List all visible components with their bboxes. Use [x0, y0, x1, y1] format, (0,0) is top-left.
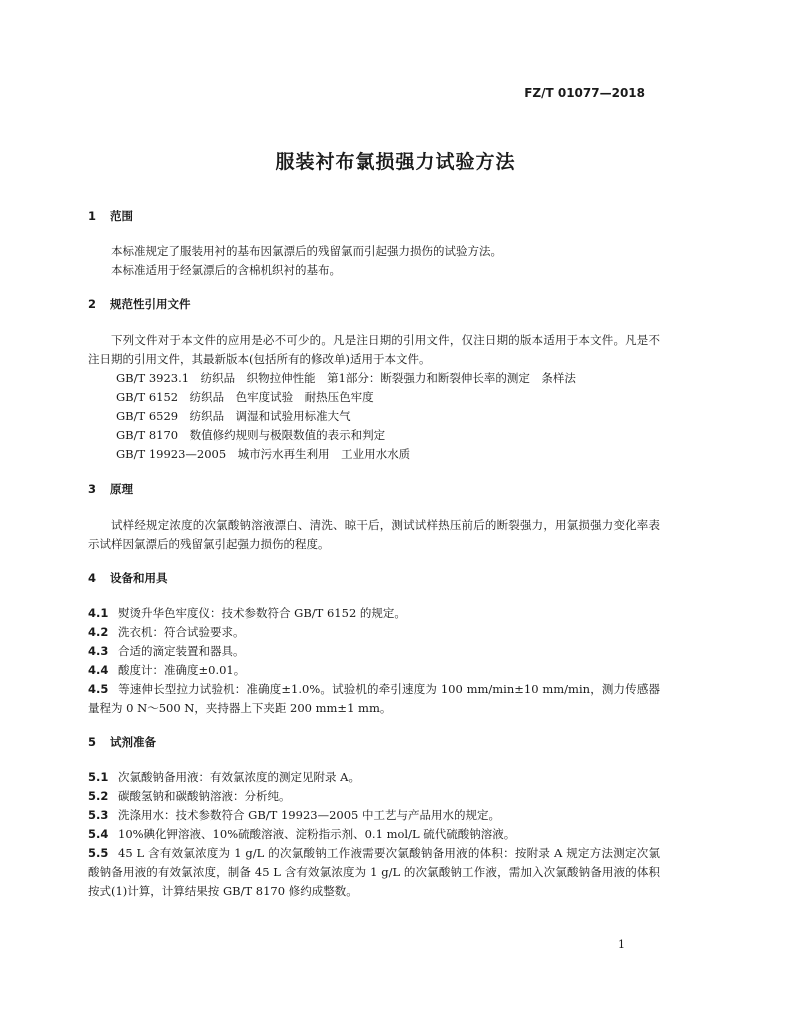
section-number: 4: [88, 571, 97, 585]
reference-item: GB/T 8170 数值修约规则与极限数值的表示和判定: [116, 428, 386, 442]
clause-text: 熨烫升华色牢度仪：技术参数符合 GB/T 6152 的规定。: [118, 606, 406, 620]
clause-number: 5.1: [88, 770, 109, 784]
section-number: 2: [88, 297, 97, 311]
clause-number: 5.4: [88, 827, 109, 841]
clause-item: [88, 787, 660, 806]
section-1-heading: [88, 207, 660, 226]
clause-text: 合适的滴定装置和器具。: [118, 644, 245, 658]
section-number: 3: [88, 482, 97, 496]
clause-text: 10%碘化钾溶液、10%硫酸溶液、淀粉指示剂、0.1 mol/L 硫代硫酸钠溶液。: [118, 827, 516, 841]
clause-item: [88, 604, 660, 623]
section-title: 设备和用具: [110, 571, 168, 585]
document-title: 服装衬布氯损强力试验方法: [275, 151, 516, 173]
section-3-heading: [88, 480, 660, 499]
section-4-heading: [88, 569, 660, 588]
section-title: 试剂准备: [110, 735, 157, 749]
section-5-heading: [88, 733, 660, 752]
paragraph: 下列文件对于本文件的应用是必不可少的。凡是注日期的引用文件，仅注日期的版本适用于本文件。凡是不注日期的引用文件，其最新版本(包括所有的修改单)适用于本文件。: [88, 333, 660, 366]
clause-number: 5.3: [88, 808, 109, 822]
section-title: 规范性引用文件: [110, 297, 191, 311]
reference-item: GB/T 3923.1 纺织品 织物拉伸性能 第1部分：断裂强力和断裂伸长率的测定 条样法: [116, 371, 576, 385]
page-number: 1: [618, 938, 625, 951]
section-title: 范围: [110, 209, 134, 223]
section-number: 5: [88, 735, 97, 749]
clause-text: 45 L 含有效氯浓度为 1 g/L 的次氯酸钠工作液需要次氯酸钠备用液的体积：按附录 A 规定方法测定次氯酸钠备用液的有效氯浓度，制备 45 L 含有效氯浓度为 1 g/L 的次氯酸钠工作液，需加入次氯酸钠备用液的体积按式(1)计算，计算结果按 GB/T 8170 修约成整数。: [88, 846, 660, 898]
clause-item: [88, 825, 660, 844]
clause-text: 洗涤用水：技术参数符合 GB/T 19923—2005 中工艺与产品用水的规定。: [118, 808, 500, 822]
clause-item: [88, 680, 660, 718]
clause-number: 4.2: [88, 625, 109, 639]
clause-item: [88, 642, 660, 661]
reference-item: GB/T 19923—2005 城市污水再生利用 工业用水水质: [116, 447, 411, 461]
reference-item: GB/T 6529 纺织品 调湿和试验用标准大气: [116, 409, 351, 423]
clause-item: [88, 768, 660, 787]
document-body: [88, 207, 660, 901]
clause-number: 5.5: [88, 846, 109, 860]
clause-text: 洗衣机：符合试验要求。: [118, 625, 245, 639]
clause-text: 酸度计：准确度±0.01。: [118, 663, 246, 677]
section-title: 原理: [110, 482, 134, 496]
paragraph: 本标准适用于经氯漂后的含棉机织衬的基布。: [111, 263, 341, 277]
section-2-heading: [88, 295, 660, 314]
clause-number: 4.3: [88, 644, 109, 658]
clause-text: 等速伸长型拉力试验机：准确度±1.0%。试验机的牵引速度为 100 mm/min±10 mm/min，测力传感器量程为 0 N～500 N，夹持器上下夹距 200 mm±1 mm。: [88, 682, 660, 715]
clause-number: 4.1: [88, 606, 109, 620]
clause-item: [88, 806, 660, 825]
standard-code: FZ/T 01077—2018: [524, 86, 645, 100]
paragraph: 试样经规定浓度的次氯酸钠溶液漂白、清洗、晾干后，测试试样热压前后的断裂强力，用氯损强力变化率表示试样因氯漂后的残留氯引起强力损伤的程度。: [88, 518, 660, 551]
clause-item: [88, 661, 660, 680]
reference-item: GB/T 6152 纺织品 色牢度试验 耐热压色牢度: [116, 390, 374, 404]
clause-text: 碳酸氢钠和碳酸钠溶液：分析纯。: [118, 789, 291, 803]
clause-text: 次氯酸钠备用液：有效氯浓度的测定见附录 A。: [118, 770, 360, 784]
clause-number: 4.4: [88, 663, 109, 677]
clause-number: 4.5: [88, 682, 109, 696]
paragraph: 本标准规定了服装用衬的基布因氯漂后的残留氯而引起强力损伤的试验方法。: [111, 244, 502, 258]
clause-number: 5.2: [88, 789, 109, 803]
section-number: 1: [88, 209, 97, 223]
clause-item: [88, 623, 660, 642]
clause-item: [88, 844, 660, 901]
